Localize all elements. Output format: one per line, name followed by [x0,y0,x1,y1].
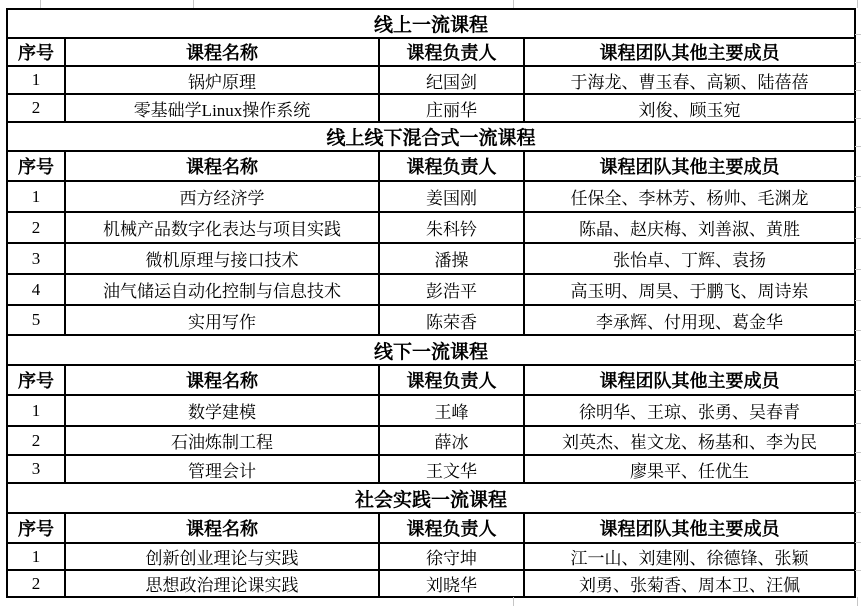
cell-course-name: 实用写作 [65,305,379,335]
table-row [7,274,855,305]
col-header-team: 课程团队其他主要成员 [524,38,855,66]
cell-leader: 姜国刚 [379,181,524,212]
col-header-leader: 课程负责人 [379,513,524,543]
header-row [7,365,855,395]
spreadsheet-gridline-stub [855,176,861,177]
spreadsheet-gridline-stub [855,269,861,270]
cell-no: 1 [7,543,65,570]
table-row [7,543,855,570]
table-row [7,94,855,122]
spreadsheet-gridline-stub [513,0,514,8]
table-row [7,243,855,274]
header-row [7,38,855,66]
section-title-row [7,122,855,151]
col-header-name: 课程名称 [65,38,379,66]
spreadsheet-gridline-stub [855,480,861,481]
table-row [7,570,855,597]
cell-course-name: 油气储运自动化控制与信息技术 [65,274,379,305]
spreadsheet-gridline-stub [857,597,858,606]
spreadsheet-gridline-stub [513,597,514,606]
cell-course-name: 机械产品数字化表达与项目实践 [65,212,379,243]
spreadsheet-gridline-stub [855,512,861,513]
spreadsheet-gridline-stub [855,542,861,543]
spreadsheet-gridline-stub [855,238,861,239]
header-row [7,151,855,181]
col-header-no: 序号 [7,38,65,66]
table-row [7,305,855,335]
cell-no: 1 [7,181,65,212]
cell-no: 3 [7,455,65,483]
cell-leader: 彭浩平 [379,274,524,305]
col-header-no: 序号 [7,151,65,181]
cell-team: 于海龙、曹玉春、高颖、陆蓓蓓 [524,66,855,94]
cell-team: 任保全、李林芳、杨帅、毛渊龙 [524,181,855,212]
cell-no: 2 [7,570,65,597]
spreadsheet-gridline-stub [855,34,861,35]
section-title-row [7,335,855,365]
spreadsheet-gridline-stub [855,90,861,91]
table-row [7,395,855,426]
cell-no: 4 [7,274,65,305]
cell-team: 徐明华、王琼、张勇、吴春青 [524,395,855,426]
col-header-team: 课程团队其他主要成员 [524,513,855,543]
cell-no: 1 [7,66,65,94]
cell-leader: 朱科钤 [379,212,524,243]
cell-no: 2 [7,426,65,455]
spreadsheet-gridline-stub [855,62,861,63]
cell-team: 江一山、刘建刚、徐德锋、张颖 [524,543,855,570]
col-header-leader: 课程负责人 [379,38,524,66]
col-header-no: 序号 [7,365,65,395]
table-row [7,66,855,94]
cell-leader: 徐守坤 [379,543,524,570]
section-title: 线下一流课程 [7,335,855,365]
section-title-row [7,9,855,38]
col-header-name: 课程名称 [65,365,379,395]
course-list-table [6,8,856,598]
col-header-team: 课程团队其他主要成员 [524,151,855,181]
cell-no: 2 [7,94,65,122]
col-header-name: 课程名称 [65,151,379,181]
section-offline-first-class [7,335,855,483]
spreadsheet-gridline-stub [857,0,858,8]
cell-leader: 王文华 [379,455,524,483]
table-row [7,426,855,455]
section-online-first-class [7,9,855,122]
cell-course-name: 微机原理与接口技术 [65,243,379,274]
col-header-name: 课程名称 [65,513,379,543]
cell-leader: 庄丽华 [379,94,524,122]
cell-leader: 陈荣香 [379,305,524,335]
spreadsheet-gridline-stub [855,360,861,361]
cell-course-name: 创新创业理论与实践 [65,543,379,570]
cell-team: 高玉明、周昊、于鹏飞、周诗岽 [524,274,855,305]
spreadsheet-gridline-stub [855,118,861,119]
spreadsheet-gridline-stub [855,423,861,424]
section-social-practice-first-class [7,483,855,597]
cell-leader: 纪国剑 [379,66,524,94]
header-row [7,513,855,543]
spreadsheet-gridline-stub [40,0,41,8]
cell-leader: 刘晓华 [379,570,524,597]
cell-leader: 王峰 [379,395,524,426]
section-title: 社会实践一流课程 [7,483,855,513]
cell-course-name: 锅炉原理 [65,66,379,94]
cell-course-name: 管理会计 [65,455,379,483]
spreadsheet-gridline-stub [855,207,861,208]
cell-course-name: 思想政治理论课实践 [65,570,379,597]
cell-team: 张怡卓、丁辉、袁扬 [524,243,855,274]
spreadsheet-gridline-stub [855,300,861,301]
table-row [7,181,855,212]
spreadsheet-gridline-stub [855,330,861,331]
cell-team: 陈晶、赵庆梅、刘善淑、黄胜 [524,212,855,243]
spreadsheet-gridline-stub [855,570,861,571]
spreadsheet-gridline-stub [855,452,861,453]
cell-team: 刘英杰、崔文龙、杨基和、李为民 [524,426,855,455]
col-header-leader: 课程负责人 [379,365,524,395]
spreadsheet-gridline-stub [855,390,861,391]
col-header-team: 课程团队其他主要成员 [524,365,855,395]
cell-team: 刘俊、顾玉宛 [524,94,855,122]
cell-no: 1 [7,395,65,426]
table-row [7,455,855,483]
cell-leader: 潘操 [379,243,524,274]
section-title: 线上一流课程 [7,9,855,38]
spreadsheet-gridline-stub [855,146,861,147]
cell-leader: 薛冰 [379,426,524,455]
col-header-leader: 课程负责人 [379,151,524,181]
cell-course-name: 西方经济学 [65,181,379,212]
spreadsheet-gridline-stub [193,0,194,8]
section-title-row [7,483,855,513]
cell-no: 3 [7,243,65,274]
cell-team: 李承辉、付用现、葛金华 [524,305,855,335]
col-header-no: 序号 [7,513,65,543]
cell-team: 廖果平、任优生 [524,455,855,483]
cell-no: 2 [7,212,65,243]
section-blended-first-class [7,122,855,335]
section-title: 线上线下混合式一流课程 [7,122,855,151]
table-row [7,212,855,243]
cell-course-name: 零基础学Linux操作系统 [65,94,379,122]
cell-team: 刘勇、张菊香、周本卫、汪佩 [524,570,855,597]
cell-course-name: 石油炼制工程 [65,426,379,455]
cell-course-name: 数学建模 [65,395,379,426]
cell-no: 5 [7,305,65,335]
